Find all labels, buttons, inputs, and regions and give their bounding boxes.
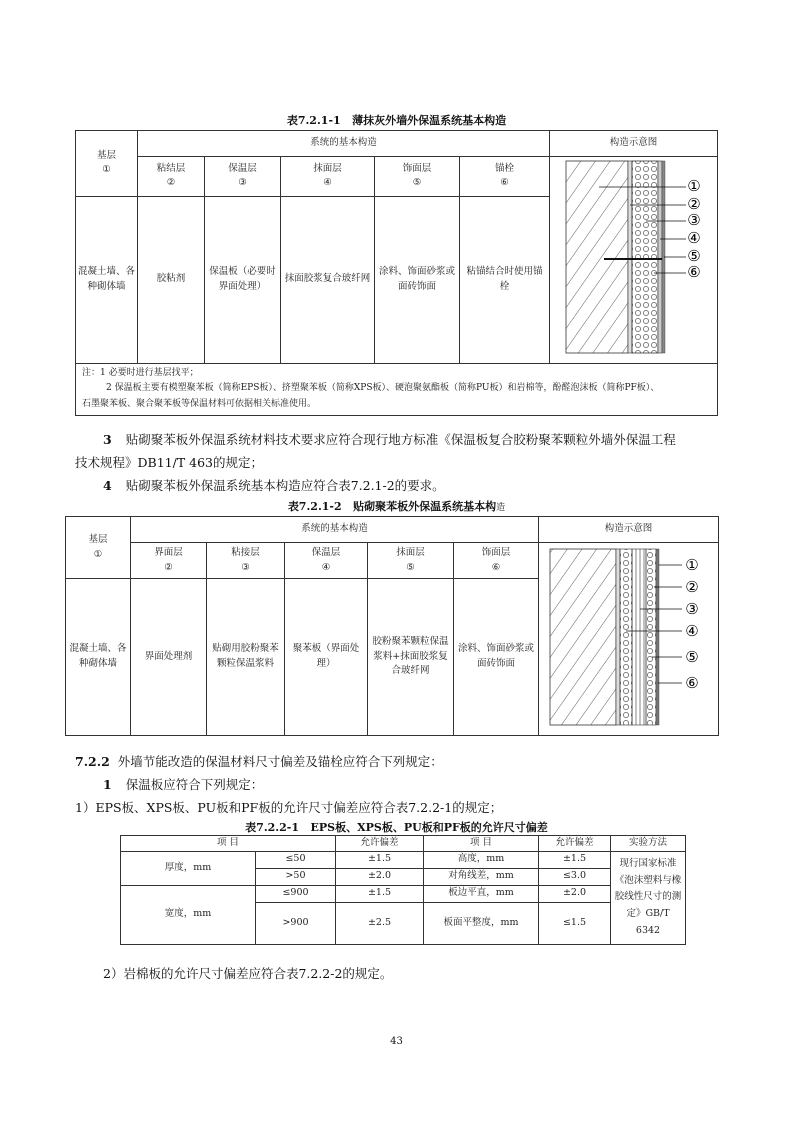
table3-cell: 板边平直，mm [424,885,539,902]
paragraph-3: 3 贴砌聚苯板外保温系统材料技术要求应符合现行地方标准《保温板复合胶粉聚苯颗粒外墙外保温工程 [103,432,676,447]
table2-basic-header: 系统的基本构造 [131,517,539,543]
callout-marker: ② [686,195,701,213]
table2-cell: 贴砌用胶粉聚苯颗粒保温浆料 [207,579,285,736]
table3-cell: ±2.5 [336,902,424,944]
table3-cell: 板面平整度，mm [424,902,539,944]
plaster-layer [658,161,662,353]
callout-markers [687,177,700,281]
table2-diagram-cell [539,543,719,736]
table3 [120,835,686,945]
table1-structure-diagram [554,157,714,357]
plaster-layer [646,549,656,725]
table1-basic-header: 系统的基本构造 [138,131,550,157]
paragraph-3-cont: 技术规程》DB11/T 463的规定； [75,455,263,470]
wall-base-layer [550,549,616,725]
table3-cell: >900 [256,902,336,944]
table3-cell: ±1.5 [539,851,611,868]
table1-caption: 表7.2.1-1 薄抹灰外墙外保温系统基本构造 [286,114,507,127]
callout-marker: ③ [684,600,699,618]
table3-cell: >50 [256,868,336,885]
table1 [75,130,718,416]
table3-cell: ≤3.0 [539,868,611,885]
callout-marker: ② [684,578,699,596]
table2-col-header: 饰面层 ⑥ [454,543,539,579]
bonding-layer [620,549,632,725]
table1-cell: 粘锚结合时使用锚栓 [460,196,550,363]
callout-marker: ⑤ [686,247,701,265]
table1-cell: 抹面胶浆复合玻纤网 [281,196,375,363]
section-7-2-2: 7.2.2 外墙节能改造的保温材料尺寸偏差及锚栓应符合下列规定： [75,754,443,769]
adhesive-layer [628,161,632,353]
table1-cell: 胶粘剂 [138,196,205,363]
callout-marker: ① [686,177,701,195]
table3-header: 项 目 [121,836,336,852]
table1-col-header: 抹面层 ④ [281,157,375,197]
table1-col-header: 保温层 ③ [205,157,281,197]
callout-markers [685,556,698,692]
table1-col-header: 饰面层 ⑤ [375,157,460,197]
table3-cell: ±1.5 [336,885,424,902]
interface-layer [616,549,620,725]
callout-marker: ③ [686,211,701,229]
table2-col-header: 抹面层 ⑤ [368,543,454,579]
table2-cell: 胶粉聚苯颗粒保温浆料+抹面胶浆复合玻纤网 [368,579,454,736]
insulation-layer [632,161,658,353]
wall-base-layer [566,161,628,353]
table1-col-header: 粘结层 ② [138,157,205,197]
callout-marker: ① [684,556,699,574]
table2-cell: 混凝土墙、各种砌体墙 [66,579,131,736]
table3-cell: ≤1.5 [539,902,611,944]
table2-caption: 表7.2.1-2 贴砌聚苯板外保温系统基本构造 [287,500,506,513]
table3-header: 项 目 [424,836,539,852]
item-1-2: 2）岩棉板的允许尺寸偏差应符合表7.2.2-2的规定。 [103,966,393,981]
table2-col-header: 粘接层 ③ [207,543,285,579]
callout-marker: ⑤ [684,648,699,666]
table3-caption: 表7.2.2-1 EPS板、XPS板、PU板和PF板的允许尺寸偏差 [245,821,548,834]
insulation-layer [632,549,646,725]
callout-marker: ⑥ [686,263,701,281]
table3-header: 实验方法 [611,836,686,852]
table3-cell: ≤50 [256,851,336,868]
paragraph-4: 4 贴砌聚苯板外保温系统基本构造应符合表7.2.1-2的要求。 [103,478,445,493]
table3-header: 允许偏差 [336,836,424,852]
table3-thickness-label: 厚度，mm [121,851,256,885]
table1-diagram-cell [550,157,718,364]
table3-cell: ±2.0 [539,885,611,902]
table1-note: 注：1 必要时进行基层找平； 2 保温板主要有模塑聚苯板（简称EPS板）、挤塑聚苯板（简称XPS板）、硬泡聚氨酯板（简称PU板）和岩棉等，酚醛泡沫板（简称PF板）、 石墨聚苯板、聚合聚苯板等保温材料可依据相关标准使用。 [76,363,718,415]
table2-diagram-header: 构造示意图 [539,517,719,543]
table2-col-header: 保温层 ④ [285,543,368,579]
table3-cell: 高度，mm [424,851,539,868]
callout-marker: ⑥ [684,674,699,692]
callout-marker: ④ [686,229,701,247]
table2-cell: 界面处理剂 [131,579,207,736]
table3-cell: ±1.5 [336,851,424,868]
page-number: 43 [390,1036,403,1047]
table3-cell: ±2.0 [336,868,424,885]
callout-marker: ④ [684,622,699,640]
table2-cell: 聚苯板（界面处理） [285,579,368,736]
table1-cell: 混凝土墙、各种砌体墙 [76,196,138,363]
table2-structure-diagram [542,543,716,729]
table3-cell: ≤900 [256,885,336,902]
table1-col-header: 锚栓 ⑥ [460,157,550,197]
item-1: 1 保温板应符合下列规定： [103,777,264,792]
table2-col-header: 界面层 ② [131,543,207,579]
item-1-1: 1）EPS板、XPS板、PU板和PF板的允许尺寸偏差应符合表7.2.2-1的规定； [75,800,503,815]
table2-base-header: 基层 ① [66,517,131,579]
table2-cell: 涂料、饰面砂浆或面砖饰面 [454,579,539,736]
table3-method: 现行国家标准《泡沫塑料与橡胶线性尺寸的测定》GB/T 6342 [611,851,686,944]
table1-cell: 涂料、饰面砂浆或面砖饰面 [375,196,460,363]
table2 [65,516,719,736]
table3-width-label: 宽度，mm [121,885,256,944]
table1-base-header: 基层 ① [76,131,138,197]
table3-cell: 对角线差，mm [424,868,539,885]
finish-layer [656,549,659,725]
table1-cell: 保温板（必要时界面处理） [205,196,281,363]
table1-diagram-header: 构造示意图 [550,131,718,157]
table3-header: 允许偏差 [539,836,611,852]
